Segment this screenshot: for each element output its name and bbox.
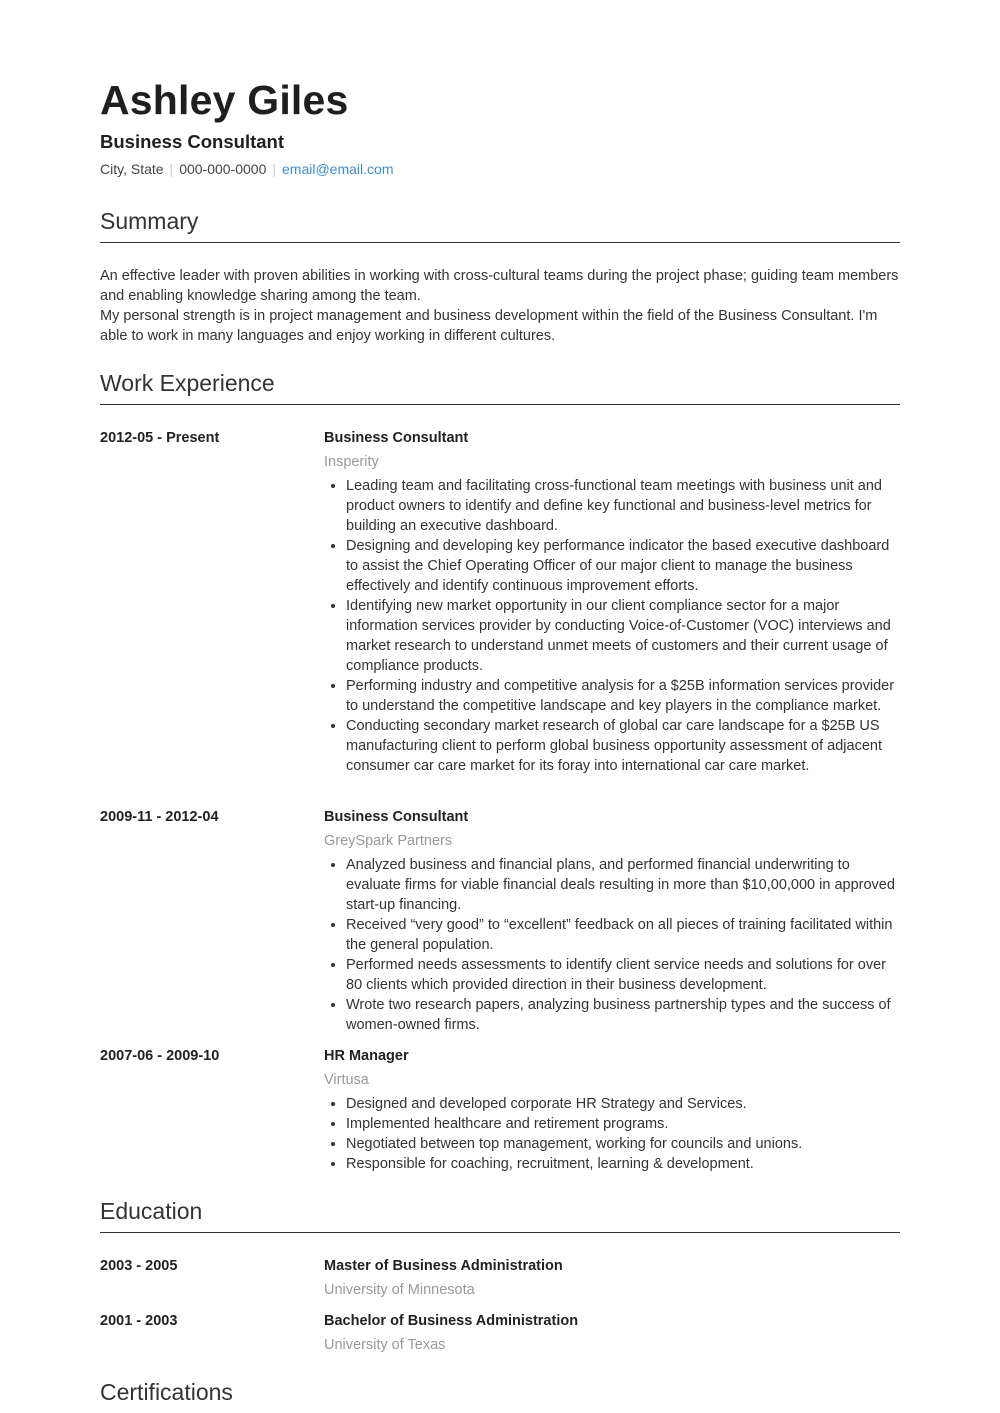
work-company: Insperity [324,454,379,470]
work-dates: 2009-11 - 2012-04 [100,809,219,825]
section-heading-certifications: Certifications [100,1379,233,1405]
work-title: Business Consultant [324,809,469,825]
work-details [324,428,900,776]
summary-paragraph: An effective leader with proven abilities in working with cross-cultural teams during the project phase; guiding team members and enabling knowledge sharing among the team. [100,268,899,304]
work-bullet: • Analyzed business and financial plans, and performed financial underwriting to evaluate firms for viable financial deals resulting in more than $10,00,000 in approved start-up financing. [346,855,900,915]
work-bullet: • Conducting secondary market research of global car care landscape for a $25B US manufacturing client to perform global business opportunity assessment of adjacent consumer car care market for its foray into international car care market. [346,716,900,776]
work-title: HR Manager [324,1048,409,1064]
work-bullet: • Designing and developing key performance indicator the based executive dashboard to assist the Chief Operating Officer of our major client to manage the business effectively and identify continuous improvement efforts. [346,536,900,596]
work-bullet: • Leading team and facilitating cross-functional team meetings with business unit and product owners to identify and define key functional and business-level metrics for building an executive dashboard. [346,476,900,536]
work-bullet: • Responsible for coaching, recruitment, learning & development. [346,1154,900,1174]
section-heading-summary: Summary [100,206,900,243]
work-dates: 2007-06 - 2009-10 [100,1048,220,1064]
work-company: GreySpark Partners [324,833,453,849]
work-bullet: • Performing industry and competitive analysis for a $25B information services provider to understand the competitive landscape and key players in the compliance market. [346,676,900,716]
work-bullets [324,855,900,1035]
education-degree: Bachelor of Business Administration [324,1313,579,1329]
work-title: Business Consultant [324,430,469,446]
summary-text [100,266,900,346]
education-dates: 2001 - 2003 [100,1313,178,1329]
work-bullet: • Designed and developed corporate HR Strategy and Services. [346,1094,900,1114]
work-bullets [324,1094,900,1174]
work-bullet: • Identifying new market opportunity in our client compliance sector for a major information services provider by conducting Voice-of-Customer (VOC) interviews and market research to understand unmet meets of customers and their current usage of compliance products. [346,596,900,676]
section-heading-education: Education [100,1196,900,1233]
work-company: Virtusa [324,1072,369,1088]
education-school: University of Texas [324,1337,446,1353]
work-details [324,1046,900,1174]
contact-email-link[interactable]: email@email.com [282,161,394,177]
candidate-title: Business Consultant [100,131,284,152]
education-school: University of Minnesota [324,1282,475,1298]
education-dates: 2003 - 2005 [100,1258,178,1274]
contact-separator: | [169,161,174,177]
summary-paragraph: My personal strength is in project management and business development within the field of the Business Consultant. I'm able to work in many languages and enjoy working in different cultures. [100,308,878,344]
work-bullet: • Received “very good” to “excellent” feedback on all pieces of training facilitated within the general population. [346,915,900,955]
candidate-name: Ashley Giles [100,77,349,123]
contact-line [100,159,393,179]
contact-separator: | [272,161,277,177]
work-bullet: • Performed needs assessments to identify client service needs and solutions for over 80 clients which provided direction in their business development. [346,955,900,995]
work-details [324,807,900,1035]
education-details [324,1256,900,1300]
work-bullet: • Wrote two research papers, analyzing business partnership types and the success of women-owned firms. [346,995,900,1035]
contact-phone: 000-000-0000 [179,161,267,177]
section-heading-work-experience: Work Experience [100,368,900,405]
education-degree: Master of Business Administration [324,1258,563,1274]
education-details [324,1311,900,1355]
work-dates: 2012-05 - Present [100,430,220,446]
contact-location: City, State [100,161,164,177]
work-bullet: • Implemented healthcare and retirement programs. [346,1114,900,1134]
work-bullet: • Negotiated between top management, working for councils and unions. [346,1134,900,1154]
work-bullets [324,476,900,776]
